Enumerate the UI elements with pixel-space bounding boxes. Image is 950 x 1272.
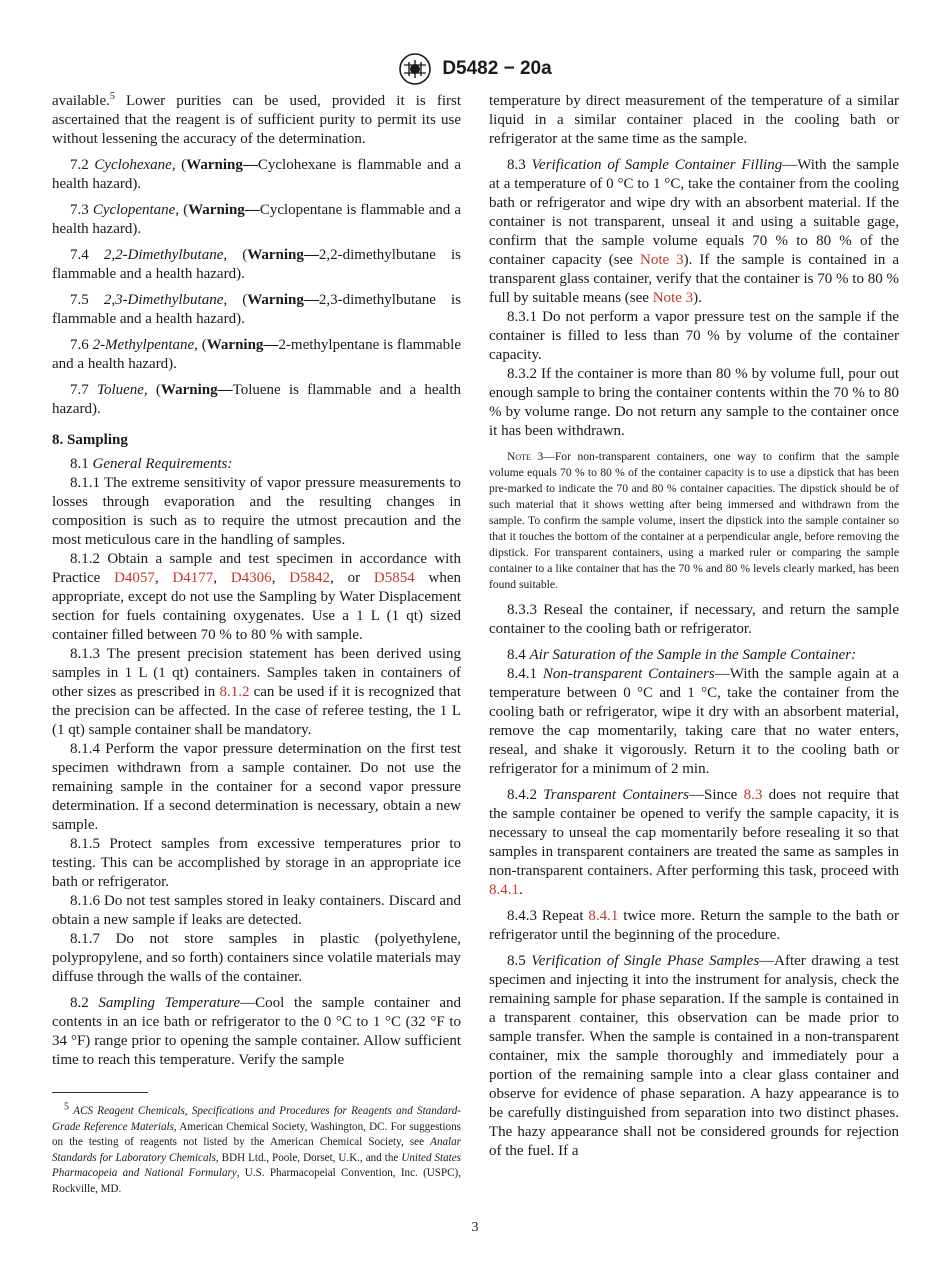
item-8-1-4: 8.1.4 Perform the vapor pressure determination on the first test specimen withdrawn from a sample container. Do not use the remaining sample in the container for a second vapor pressure determination. If a second determination is necessary, obtain a new sample. — [52, 741, 461, 833]
item-8-3-3: 8.3.3 Reseal the container, if necessary, and return the sample container to the cooling bath or refrigerator. — [489, 602, 899, 637]
item-8-4-3: 8.4.3 Repeat 8.4.1 twice more. Return the sample to the bath or refrigerator until the beginning of the procedure. — [489, 908, 899, 943]
link-8-3[interactable]: 8.3 — [743, 787, 763, 803]
link-d4057[interactable]: D4057 — [114, 570, 155, 586]
link-note-3[interactable]: Note 3 — [652, 290, 694, 306]
right-column — [489, 92, 899, 1161]
link-8-4-1[interactable]: 8.4.1 — [489, 882, 519, 898]
note-3: Note 3—For non-transparent containers, one way to confirm that the sample volume equals 70 % to 80 % of the container capacity is to use a dipstick that has been pre-marked to indicate the 70 and 80 % container capacities. The dipstick should be of such material that it shows wetting after being immersed and withdrawn from the sample. To confirm the sample volume, insert the dipstick into the sample container so that it touches the bottom of the container at a perpendicular angle, before removing the dipstick. For transparent containers, using a marked ruler or comparing the sample container to a like container that has the 70 % and 80 % levels clearly marked, has been found suitable. — [489, 450, 899, 591]
section-heading-sampling: 8. Sampling — [52, 432, 128, 448]
left-column — [52, 92, 461, 1070]
link-d4306[interactable]: D4306 — [230, 570, 272, 586]
item-8-1-2: 8.1.2 Obtain a sample and test specimen in accordance with Practice D4057, D4177, D4306, D5842, or D5854 when appropriate, except do not use the Sampling by Water Displacement section for fuels containing oxygenates. Use a 1 L (1 qt) sized container filled between 70 % to 80 % with sample. — [52, 551, 461, 643]
footnote-divider — [52, 1092, 148, 1093]
link-d4177[interactable]: D4177 — [172, 570, 214, 586]
item-8-1: 8.1 General Requirements: — [70, 456, 233, 472]
item-8-3-2: 8.3.2 If the container is more than 80 % by volume full, pour out enough sample to bring the container contents within the 70 % to 80 % by volume range. Do not return any sample to the container once it has been withdrawn. — [489, 366, 899, 439]
item-8-5: 8.5 Verification of Single Phase Samples—After drawing a test specimen and injecting it into the instrument for analysis, check the remaining sample for phase separation. If the sample is contained in a transparent container, this observation can be made prior to sample transfer. When the sample is contained in a non-transparent container, mix the sample thoroughly and immediately pour a portion of the remaining sample into a clear glass container and observe for evidence of phase separation. A hazy appearance is to be carefully distinguished from separation into two distinct phases. The hazy appearance shall not be considered grounds for rejection of the fuel. If a — [489, 953, 899, 1159]
item-7-3: 7.3 Cyclopentane, (Warning—Cyclopentane is flammable and a health hazard). — [52, 202, 462, 237]
item-8-1-7: 8.1.7 Do not store samples in plastic (polyethylene, polypropylene, and so forth) containers since volatile materials may diffuse through the walls of the container. — [52, 931, 461, 985]
page-header — [0, 52, 950, 86]
item-8-4: 8.4 Air Saturation of the Sample in the Sample Container: — [507, 647, 857, 663]
link-8-4-1[interactable]: 8.4.1 — [588, 908, 619, 924]
item-8-2-continued: temperature by direct measurement of the temperature of a similar liquid in a similar container placed in the cooling bath or refrigerator at the same time as the sample. — [489, 93, 899, 147]
item-8-1-6: 8.1.6 Do not test samples stored in leaky containers. Discard and obtain a new sample if leaks are detected. — [52, 893, 461, 928]
footnote-ref[interactable]: 5 — [109, 91, 115, 102]
item-8-1-1: 8.1.1 The extreme sensitivity of vapor pressure measurements to losses through evaporation and the resulting changes in composition is such as to require the utmost precaution and the most meticulous care in the handling of samples. — [52, 475, 461, 548]
item-7-5: 7.5 2,3-Dimethylbutane, (Warning—2,3-dimethylbutane is flammable and a health hazard). — [52, 292, 461, 327]
item-8-3: 8.3 Verification of Sample Container Filling—With the sample at a temperature of 0 °C to 1 °C, take the container from the cooling bath or refrigerator and wipe dry with an absorbent material. If the container is not transparent, unseal it and using a suitable gage, confirm that the sample volume equals 70 % to 80 % of the container capacity (see Note 3). If the sample is contained in a transparent glass container, verify that the container is 70 % to 80 % full by suitable means (see Note 3). — [489, 157, 899, 306]
paragraph-reagent-purity: available.$^5$ Lower purities can be used, provided it is first ascertained that the reagent is of sufficient purity to permit its use without lessening the accuracy of the determination. — [52, 91, 461, 147]
item-7-7: 7.7 Toluene, (Warning—Toluene is flammable and a health hazard). — [52, 382, 461, 417]
item-8-2: 8.2 Sampling Temperature—Cool the sample container and contents in an ice bath or refrigerator to the 0 °C to 1 °C (32 °F to 34 °F) range prior to opening the sample container. Allow sufficient time to reach this temperature. Verify the sample — [52, 995, 461, 1068]
item-8-4-1: 8.4.1 Non-transparent Containers—With the sample again at a temperature between 0 °C and 1 °C, take the container from the cooling bath or refrigerator, wipe it dry with an absorbent material, remove the cap momentarily, taking care that no water enters, reseal, and shake it vigorously. Return it to the cooling bath or refrigerator for a minimum of 2 min. — [489, 666, 900, 777]
item-8-3-1: 8.3.1 Do not perform a vapor pressure test on the sample if the container is filled to less than 70 % by volume of the container capacity. — [489, 309, 899, 363]
link-note-3[interactable]: Note 3 — [639, 252, 684, 268]
item-7-2: 7.2 Cyclohexane, (Warning—Cyclohexane is flammable and a health hazard). — [52, 157, 462, 192]
link-d5842[interactable]: D5842 — [289, 570, 331, 586]
footnote-5: $^5$ ACS Reagent Chemicals, Specifications and Procedures for Reagents and Standard-Grade Reference Materials, American Chemical Society, Washington, DC. For suggestions on the testing of reagents not listed by the American Chemical Society, see Analar Standards for Laboratory Chemicals, BDH Ltd., Poole, Dorset, U.K., and the United States Pharmacopeia and National Formulary, U.S. Pharmacopeial Convention, Inc. (USPC), Rockville, MD. — [52, 1101, 461, 1195]
item-7-4: 7.4 2,2-Dimethylbutane, (Warning—2,2-dimethylbutane is flammable and a health hazard). — [52, 247, 461, 282]
astm-logo-icon — [398, 52, 432, 86]
link-8-1-2[interactable]: 8.1.2 — [219, 684, 250, 700]
item-8-4-2: 8.4.2 Transparent Containers—Since 8.3 does not require that the sample container be opened to verify the sample capacity, it is necessary to unseal the cap momentarily before resealing it so that samples in transparent containers are treated the same as samples in non-transparent containers. After performing this task, proceed with 8.4.1. — [489, 787, 900, 898]
page-number: 3 — [471, 1220, 479, 1235]
item-7-6: 7.6 2-Methylpentane, (Warning—2-methylpentane is flammable and a health hazard). — [52, 337, 461, 372]
item-8-1-3: 8.1.3 The present precision statement has been derived using samples in 1 L (1 qt) containers. Samples taken in containers of other sizes as prescribed in 8.1.2 can be used if it is recognized that the precision can be affected. In the case of referee testing, the 1 L (1 qt) sample container shall be mandatory. — [52, 646, 462, 738]
link-d5854[interactable]: D5854 — [373, 570, 415, 586]
item-8-1-5: 8.1.5 Protect samples from excessive temperatures prior to testing. This can be accomplished by storage in an appropriate ice bath or refrigerator. — [52, 836, 461, 890]
document-id: D5482 − 20a — [442, 58, 552, 79]
